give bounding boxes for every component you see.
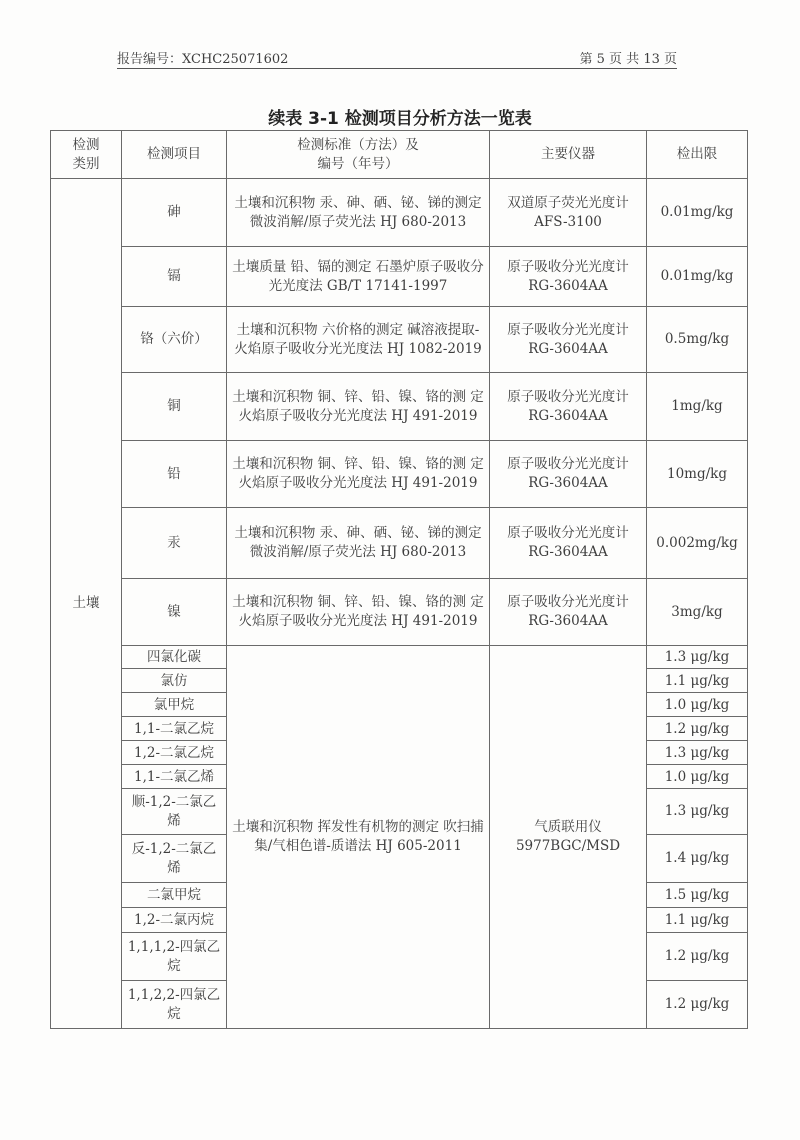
limit-cell: 1.3 μg/kg: [647, 789, 748, 835]
table-title: 续表 3-1 检测项目分析方法一览表: [268, 109, 532, 129]
item-cell: 镍: [122, 579, 227, 646]
instrument-cell: 原子吸收分光光度计 RG-3604AA: [490, 373, 647, 441]
limit-cell: 1.5 μg/kg: [647, 883, 748, 908]
method-cell: 土壤和沉积物 铜、锌、铅、镍、铬的测 定 火焰原子吸收分光光度法 HJ 491-2019: [227, 441, 490, 508]
limit-cell: 1.0 μg/kg: [647, 765, 748, 789]
page-header: [117, 44, 677, 69]
method-cell: 土壤和沉积物 六价格的测定 碱溶液提取-火焰原子吸收分光光度法 HJ 1082-2019: [227, 307, 490, 373]
instrument-cell: 原子吸收分光光度计 RG-3604AA: [490, 508, 647, 579]
instrument-cell: 原子吸收分光光度计 RG-3604AA: [490, 441, 647, 508]
item-cell: 顺-1,2-二氯乙烯: [122, 789, 227, 835]
item-cell: 1,2-二氯丙烷: [122, 908, 227, 933]
limit-cell: 3mg/kg: [647, 579, 748, 646]
instrument-cell: 气质联用仪 5977BGC/MSD: [490, 646, 647, 1029]
item-cell: 氯甲烷: [122, 693, 227, 717]
item-cell: 1,1,1,2-四氯乙烷: [122, 933, 227, 981]
limit-cell: 0.5mg/kg: [647, 307, 748, 373]
analysis-methods-table: [50, 130, 748, 1029]
table-row: [51, 247, 748, 307]
item-cell: 1,1-二氯乙烷: [122, 717, 227, 741]
limit-cell: 1.3 μg/kg: [647, 646, 748, 669]
method-cell: 土壤质量 铅、镉的测定 石墨炉原子吸收分光光度法 GB/T 17141-1997: [227, 247, 490, 307]
page-info: 第 5 页 共 13 页: [579, 52, 677, 67]
col-header-line: 检测标准（方法）及: [297, 136, 419, 153]
method-cell: 土壤和沉积物 挥发性有机物的测定 吹扫捕集/气相色谱-质谱法 HJ 605-2011: [227, 646, 490, 1029]
limit-cell: 1.2 μg/kg: [647, 981, 748, 1029]
instrument-cell: 双道原子荧光光度计 AFS-3100: [490, 179, 647, 247]
table-row: [51, 441, 748, 508]
col-header-line: 编号（年号）: [317, 155, 399, 172]
item-cell: 铅: [122, 441, 227, 508]
col-header-item: 检测项目: [122, 131, 227, 179]
limit-cell: 0.01mg/kg: [647, 179, 748, 247]
item-cell: 氯仿: [122, 669, 227, 693]
instrument-cell: 原子吸收分光光度计 RG-3604AA: [490, 247, 647, 307]
limit-cell: 1.4 μg/kg: [647, 835, 748, 883]
limit-cell: 1mg/kg: [647, 373, 748, 441]
col-header-method: [227, 131, 490, 179]
col-header-limit: 检出限: [647, 131, 748, 179]
method-cell: 土壤和沉积物 汞、砷、硒、铋、锑的测定 微波消解/原子荧光法 HJ 680-2013: [227, 179, 490, 247]
col-header-instrument: 主要仪器: [490, 131, 647, 179]
limit-cell: 10mg/kg: [647, 441, 748, 508]
item-cell: 1,2-二氯乙烷: [122, 741, 227, 765]
limit-cell: 1.2 μg/kg: [647, 933, 748, 981]
table-row: [51, 646, 748, 669]
col-header-line: 检测: [72, 136, 100, 153]
table-row: [51, 579, 748, 646]
item-cell: 砷: [122, 179, 227, 247]
table-row: [51, 373, 748, 441]
col-header-line: 类别: [72, 155, 100, 172]
limit-cell: 1.2 μg/kg: [647, 717, 748, 741]
item-cell: 二氯甲烷: [122, 883, 227, 908]
item-cell: 1,1,2,2-四氯乙烷: [122, 981, 227, 1029]
limit-cell: 1.0 μg/kg: [647, 693, 748, 717]
item-cell: 铜: [122, 373, 227, 441]
item-cell: 镉: [122, 247, 227, 307]
method-cell: 土壤和沉积物 铜、锌、铅、镍、铬的测 定 火焰原子吸收分光光度法 HJ 491-2019: [227, 579, 490, 646]
category-cell: 土壤: [51, 179, 122, 1029]
item-cell: 四氯化碳: [122, 646, 227, 669]
col-header-category: [51, 131, 122, 179]
table-row: [51, 179, 748, 247]
limit-cell: 1.3 μg/kg: [647, 741, 748, 765]
item-cell: 反-1,2-二氯乙烯: [122, 835, 227, 883]
method-cell: 土壤和沉积物 汞、砷、硒、铋、锑的测定 微波消解/原子荧光法 HJ 680-2013: [227, 508, 490, 579]
item-cell: 1,1-二氯乙烯: [122, 765, 227, 789]
instrument-cell: 原子吸收分光光度计 RG-3604AA: [490, 307, 647, 373]
limit-cell: 0.01mg/kg: [647, 247, 748, 307]
table-row: [51, 508, 748, 579]
limit-cell: 1.1 μg/kg: [647, 669, 748, 693]
method-cell: 土壤和沉积物 铜、锌、铅、镍、铬的测 定 火焰原子吸收分光光度法 HJ 491-2019: [227, 373, 490, 441]
item-cell: 铬（六价）: [122, 307, 227, 373]
limit-cell: 1.1 μg/kg: [647, 908, 748, 933]
instrument-cell: 原子吸收分光光度计 RG-3604AA: [490, 579, 647, 646]
table-row: [51, 307, 748, 373]
limit-cell: 0.002mg/kg: [647, 508, 748, 579]
report-number: 报告编号：XCHC25071602: [117, 52, 289, 67]
item-cell: 汞: [122, 508, 227, 579]
table-header-row: [51, 131, 748, 179]
